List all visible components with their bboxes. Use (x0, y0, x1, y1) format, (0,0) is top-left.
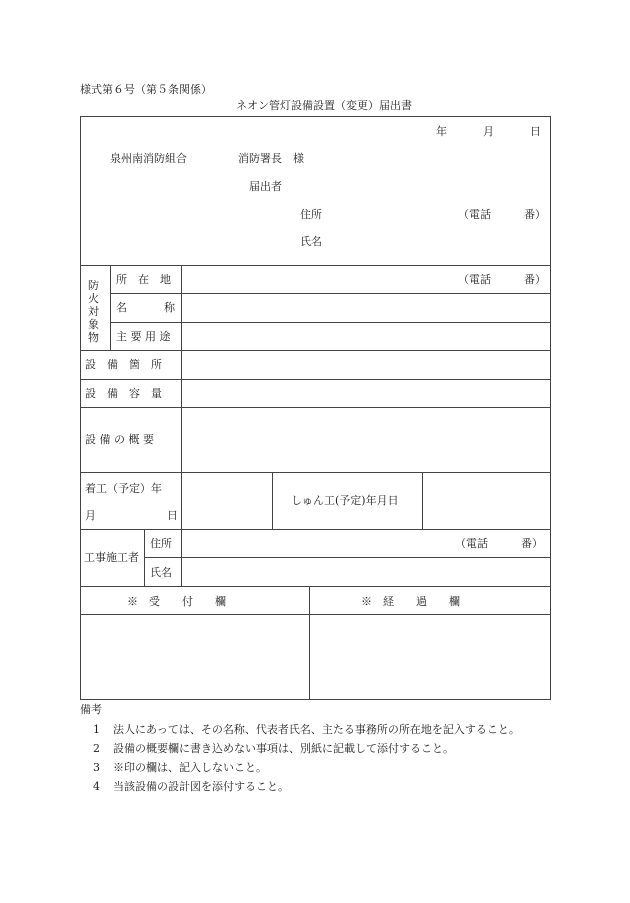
location-label: 所 在 地 (116, 273, 171, 286)
name-label-start: 名 (116, 301, 127, 314)
fire-target-char: 防 (88, 279, 99, 292)
fire-target-char: 対 (88, 305, 99, 318)
notifier-label: 届出者 (249, 180, 282, 193)
contractor-name-label: 氏名 (150, 566, 172, 579)
table-border-bottom (80, 699, 551, 700)
table-border-right (550, 116, 551, 700)
notifier-name-label: 氏名 (300, 235, 322, 248)
start-date-day-label: 日 (167, 509, 178, 522)
table-divider (80, 472, 551, 473)
table-divider (80, 614, 551, 615)
reception-column-label: ※ 受 付 欄 (127, 595, 226, 608)
contractor-label: 工事施工者 (84, 551, 139, 564)
addressee-title: 消防署長 様 (238, 152, 304, 165)
fire-target-char: 物 (88, 331, 99, 344)
table-divider-v (272, 472, 273, 530)
note-number: 2 (93, 742, 100, 755)
addressee-org: 泉州南消防組合 (110, 152, 187, 165)
table-divider (80, 379, 551, 380)
note-text: 法人にあっては、その名称、代表者氏名、主たる事務所の所在地を記入すること。 (113, 723, 520, 736)
notifier-address-label: 住所 (300, 208, 322, 221)
table-divider (80, 529, 551, 530)
fire-target-char: 象 (88, 318, 99, 331)
form-number: 様式第６号（第５条関係） (80, 83, 212, 96)
equipment-location-label: 設 備 箇 所 (85, 358, 162, 371)
table-border-top (80, 116, 551, 117)
start-date-month-label: 月 (85, 509, 96, 522)
form-title: ネオン管灯設備設置（変更）届出書 (236, 99, 412, 112)
table-divider (80, 350, 551, 351)
table-divider-v (309, 586, 310, 700)
table-divider (144, 557, 551, 558)
note-number: 3 (93, 761, 100, 774)
table-divider-v (181, 265, 182, 586)
table-divider (80, 407, 551, 408)
table-divider (110, 322, 551, 323)
table-divider-v (110, 265, 111, 351)
table-divider (80, 265, 551, 266)
date-year-label: 年 (436, 125, 447, 138)
name-label-end: 称 (164, 301, 175, 314)
progress-column-label: ※ 経 過 欄 (361, 595, 460, 608)
table-divider-v (422, 472, 423, 530)
table-divider (80, 586, 551, 587)
location-phone-label: （電話 番） (458, 273, 546, 286)
table-border-left (80, 116, 81, 700)
notes-heading: 備考 (80, 703, 102, 716)
note-number: 1 (93, 723, 100, 736)
notifier-phone-label: （電話 番） (458, 208, 546, 221)
start-date-label: 着工（予定）年 (85, 482, 162, 495)
contractor-address-label: 住所 (150, 537, 172, 550)
note-text: 設備の概要欄に書き込めない事項は、別紙に記載して添付すること。 (113, 742, 454, 755)
fire-target-char: 火 (88, 292, 99, 305)
note-text: 当該設備の設計図を添付すること。 (113, 780, 289, 793)
equipment-capacity-label: 設 備 容 量 (85, 387, 162, 400)
note-text: ※印の欄は、記入しないこと。 (113, 761, 267, 774)
contractor-phone-label: （電話 番） (455, 537, 543, 550)
note-number: 4 (93, 780, 100, 793)
table-divider-v (144, 529, 145, 587)
date-day-label: 日 (530, 125, 541, 138)
table-divider (110, 293, 551, 294)
date-month-label: 月 (483, 125, 494, 138)
completion-date-label: しゅん工(予定)年月日 (291, 494, 399, 507)
main-use-label: 主 要 用 途 (116, 330, 171, 343)
equipment-outline-label: 設 備 の 概 要 (85, 433, 154, 446)
